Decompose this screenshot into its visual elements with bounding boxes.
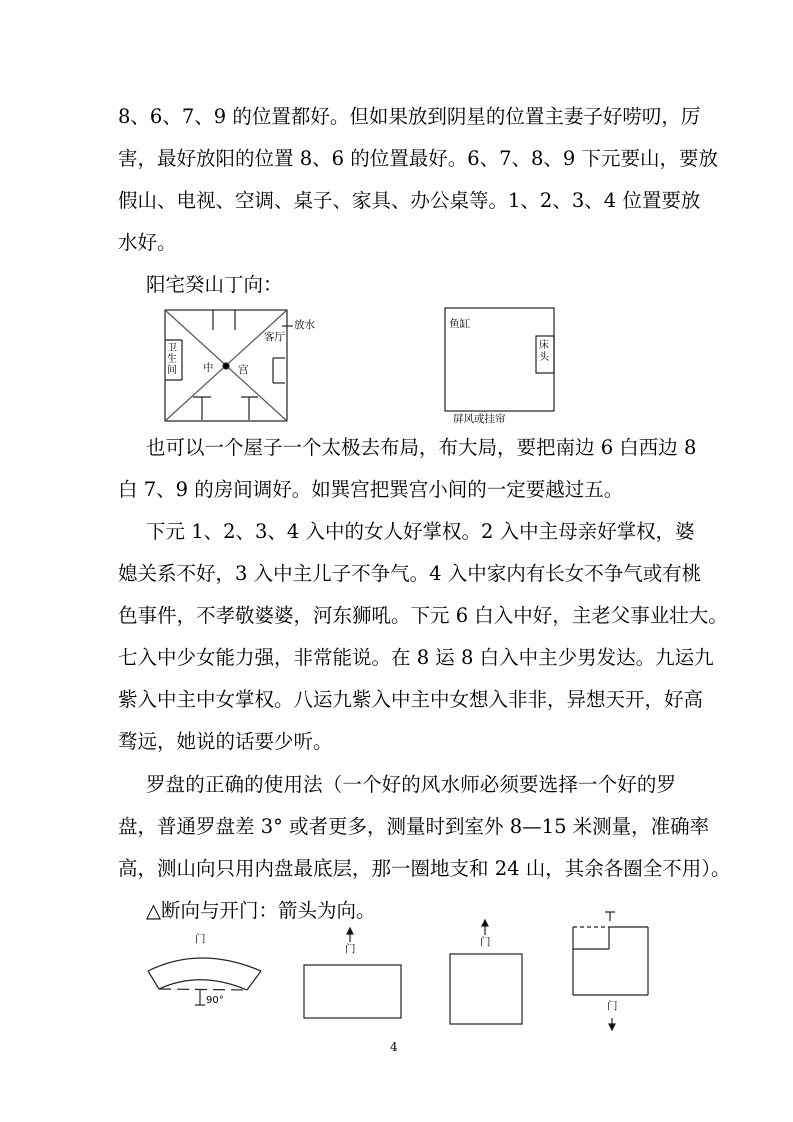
text-line: 害，最好放阳的位置 8、6 的位置最好。6、7、8、9 下元要山，要放 <box>118 147 719 170</box>
text-line: 8、6、7、9 的位置都好。但如果放到阴星的位置主妻子好唠叨，厉 <box>118 105 701 128</box>
text-line: 水好。 <box>118 231 177 254</box>
door-label-3: 门 <box>480 936 491 948</box>
door-label-1: 门 <box>195 933 206 945</box>
fish-tank-label: 鱼缸 <box>449 318 470 330</box>
text-line: 色事件，不孝敬婆婆，河东狮吼。下元 6 白入中好，主老父事业壮大。 <box>118 604 728 627</box>
text-line: 紫入中主中女掌权。八运九紫入中主中女想入非非，异想天开，好高 <box>118 688 704 711</box>
screen-label: 屏风或挂帘 <box>453 413 506 425</box>
water-label: 放水 <box>294 319 315 331</box>
text-line: 骛远，她说的话要少听。 <box>118 730 333 753</box>
text-line: 盘，普通罗盘差 3° 或者更多，测量时到室外 8—15 米测量，准确率 <box>118 815 710 838</box>
text-line: 阳宅癸山丁向： <box>146 273 283 296</box>
house-diagram-1 <box>165 310 293 421</box>
center-label-2: 宫 <box>238 364 249 376</box>
angle-label: 90° <box>206 995 224 1006</box>
center-label-1: 中 <box>203 362 214 374</box>
door-label-4: 门 <box>607 1000 618 1012</box>
page-number: 4 <box>390 1040 398 1054</box>
text-line: 假山、电视、空调、桌子、家具、办公桌等。1、2、3、4 位置要放 <box>118 189 701 212</box>
bathroom-label: 卫生间 <box>167 343 177 376</box>
text-line: 高，测山向只用内盘最底层，那一圈地支和 24 山，其余各圈全不用）。 <box>118 857 731 880</box>
text-line: 白 7、9 的房间调好。如巽宫把巽宫小间的一定要越过五。 <box>118 478 624 501</box>
text-line: 七入中少女能力强，非常能说。在 8 运 8 白入中主少男发达。九运九 <box>118 646 714 669</box>
bed-head-label: 床头 <box>539 340 549 363</box>
text-line: △断向与开门：箭头为向。 <box>146 899 376 922</box>
door-label-2: 门 <box>345 943 356 955</box>
text-line: 也可以一个屋子一个太极去布局，布大局，要把南边 6 白西边 8 <box>146 436 697 459</box>
text-line: 媳关系不好，3 入中主儿子不争气。4 入中家内有长女不争气或有桃 <box>118 562 702 585</box>
living-room-label: 客厅 <box>264 331 285 343</box>
door-diagrams <box>148 912 648 1030</box>
text-line: 罗盘的正确的使用法（一个好的风水师必须要选择一个好的罗 <box>146 773 676 796</box>
text-line: 下元 1、2、3、4 入中的女人好掌权。2 入中主母亲好掌权，婆 <box>146 520 695 543</box>
